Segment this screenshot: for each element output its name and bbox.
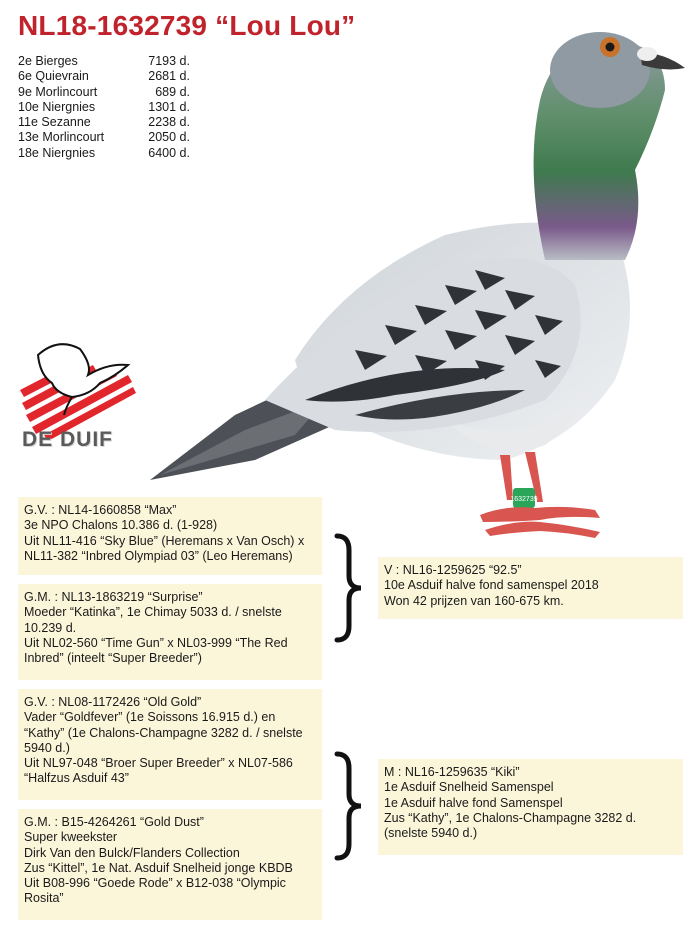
- brace-icon: [333, 750, 365, 862]
- sire-box: V : NL16-1259625 “92.5” 10e Asduif halve fond samenspel 2018 Won 42 prijzen van 160-675 km.: [378, 557, 683, 619]
- grandsire-paternal-box: G.V. : NL14-1660858 “Max” 3e NPO Chalons 10.386 d. (1-928) Uit NL11-416 “Sky Blue” (Heremans x Van Osch) x NL11-382 “Inbred Olympiad 03” (Leo Heremans): [18, 497, 322, 575]
- result-row: 13e Morlincourt 2050 d.: [18, 130, 190, 145]
- result-row: 10e Niergnies 1301 d.: [18, 99, 190, 114]
- brace-icon: [333, 532, 365, 644]
- leg-ring-label: 1632739: [510, 496, 538, 503]
- result-row: 2e Bierges 7193 d.: [18, 54, 190, 68]
- result-row: 18e Niergnies 6400 d.: [18, 145, 190, 160]
- result-row: 9e Morlincourt 689 d.: [18, 84, 190, 99]
- dam-box: M : NL16-1259635 “Kiki” 1e Asduif Snelheid Samenspel 1e Asduif halve fond Samenspel Zus “Kathy”, 1e Chalons-Champagne 3282 d. (snelste 5940 d.): [378, 759, 683, 855]
- granddam-paternal-box: G.M. : NL13-1863219 “Surprise” Moeder “Katinka”, 1e Chimay 5033 d. / snelste 10.239 d. Uit NL02-560 “Time Gun” x NL03-999 “The Red Inbred” (inteelt “Super Breeder”): [18, 584, 322, 680]
- page-title: NL18-1632739 “Lou Lou”: [18, 10, 356, 41]
- granddam-maternal-box: G.M. : B15-4264261 “Gold Dust” Super kweekster Dirk Van den Bulck/Flanders Collection Zus “Kittel”, 1e Nat. Asduif Snelheid jonge KBDB Uit B08-996 “Goede Rode” x B12-038 “Olympic Rosita”: [18, 809, 322, 920]
- logo-wordmark: DE DUIF: [22, 428, 113, 451]
- result-row: 11e Sezanne 2238 d.: [18, 115, 190, 130]
- grandsire-maternal-box: G.V. : NL08-1172426 “Old Gold” Vader “Goldfever” (1e Soissons 16.915 d.) en “Kathy” (1e Chalons-Champagne 3282 d. / snelste 5940 d.) Uit NL97-048 “Broer Super Breeder” x NL07-586 “Halfzus Asduif 43”: [18, 689, 322, 800]
- pigeon-photo: [145, 20, 695, 540]
- result-row: 6e Quievrain 2681 d.: [18, 69, 190, 84]
